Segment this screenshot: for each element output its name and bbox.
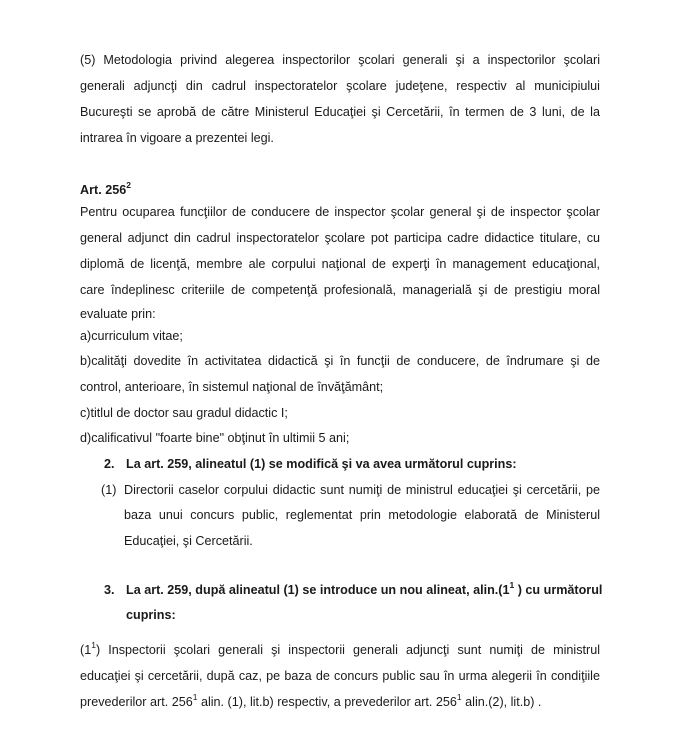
para11-line-3 [80, 694, 541, 711]
para5-line-4: intrarea în vigoare a prezentei legi. [80, 131, 274, 145]
para5-line-3: Bucureşti se aprobă de către Ministerul Educaţiei şi Cercetării, în termen de 3 luni, de la [80, 105, 600, 119]
item3-text-sup: 1 [509, 580, 515, 590]
item3-text-a: La art. 259, după alineatul (1) se introduce un nou alineat, alin.(1 [126, 583, 510, 597]
article-line-2: general adjunct din cadrul inspectoratelor şcolare pot participa cadre didactice titulare, cu [80, 231, 600, 245]
item2-paragraph-line-1: Directorii caselor corpului didactic sunt numiţi de ministrul educaţiei şi cercetării, pe [124, 483, 600, 497]
item3-number: 3. [104, 583, 115, 597]
article-line-3: diplomă de licenţă, membre ale corpului naţional de experţi în management educaţional, [80, 257, 600, 271]
para11-line-3-a: prevederilor art. 256 [80, 695, 193, 709]
item2-paragraph-line-2: baza unui concurs public, reglementat prin metodologie elaborată de Ministerul [124, 508, 600, 522]
article-line-4: care îndeplinesc criteriile de competenţă profesională, managerială şi de prestigiu moral [80, 283, 600, 297]
article-item-a: a)curriculum vitae; [80, 329, 183, 343]
article-item-b-line-1: b)calităţi dovedite în activitatea didactică şi în funcţii de conducere, de îndrumare şi de [80, 354, 600, 368]
item2-text: La art. 259, alineatul (1) se modifică şi va avea următorul cuprins: [126, 457, 517, 471]
para5-line-1: (5) Metodologia privind alegerea inspectorilor şcolari generali şi a inspectorilor şcolari [80, 53, 600, 67]
para11-prefix: (1 [80, 643, 92, 657]
item3-text-line-2: cuprins: [126, 608, 176, 622]
para11-line-2: educaţiei şi cercetării, după caz, pe baza de concurs public sau în urma alegerii în condiţiile [80, 669, 600, 683]
para11-line-1-text: ) Inspectorii şcolari generali şi inspectorii generali adjuncţi sunt numiţi de ministrul [95, 643, 600, 657]
article-item-b-line-2: control, anterioare, în sistemul naţional de învăţământ; [80, 380, 384, 394]
para5-line-2: generali adjuncţi din cadrul inspectoratelor şcolare judeţene, respectiv al municipiului [80, 79, 600, 93]
item2-number: 2. [104, 457, 115, 471]
para11-line-3-sup1: 1 [192, 692, 198, 702]
para11-line-3-c: alin.(2), lit.b) . [461, 695, 542, 709]
para11-line-1 [80, 642, 600, 659]
article-title-sup: 2 [126, 180, 131, 190]
item2-paragraph-number: (1) [101, 483, 117, 497]
article-heading [80, 182, 131, 199]
para11-line-3-b: alin. (1), lit.b) respectiv, a prevederilor art. 256 [197, 695, 457, 709]
article-title: Art. 256 [80, 183, 127, 197]
para11-line-3-sup2: 1 [456, 692, 462, 702]
article-line-5: evaluate prin: [80, 307, 156, 321]
article-item-d: d)calificativul "foarte bine" obţinut în ultimii 5 ani; [80, 431, 350, 445]
item3-text [126, 582, 602, 599]
article-line-1: Pentru ocuparea funcţiilor de conducere de inspector şcolar general şi de inspector şcolar [80, 205, 600, 219]
item2-paragraph-line-3: Educaţiei, şi Cercetării. [124, 534, 253, 548]
item3-text-b: ) cu următorul [514, 583, 603, 597]
para11-prefix-sup: 1 [91, 640, 96, 650]
article-item-c: c)titlul de doctor sau gradul didactic I; [80, 406, 288, 420]
